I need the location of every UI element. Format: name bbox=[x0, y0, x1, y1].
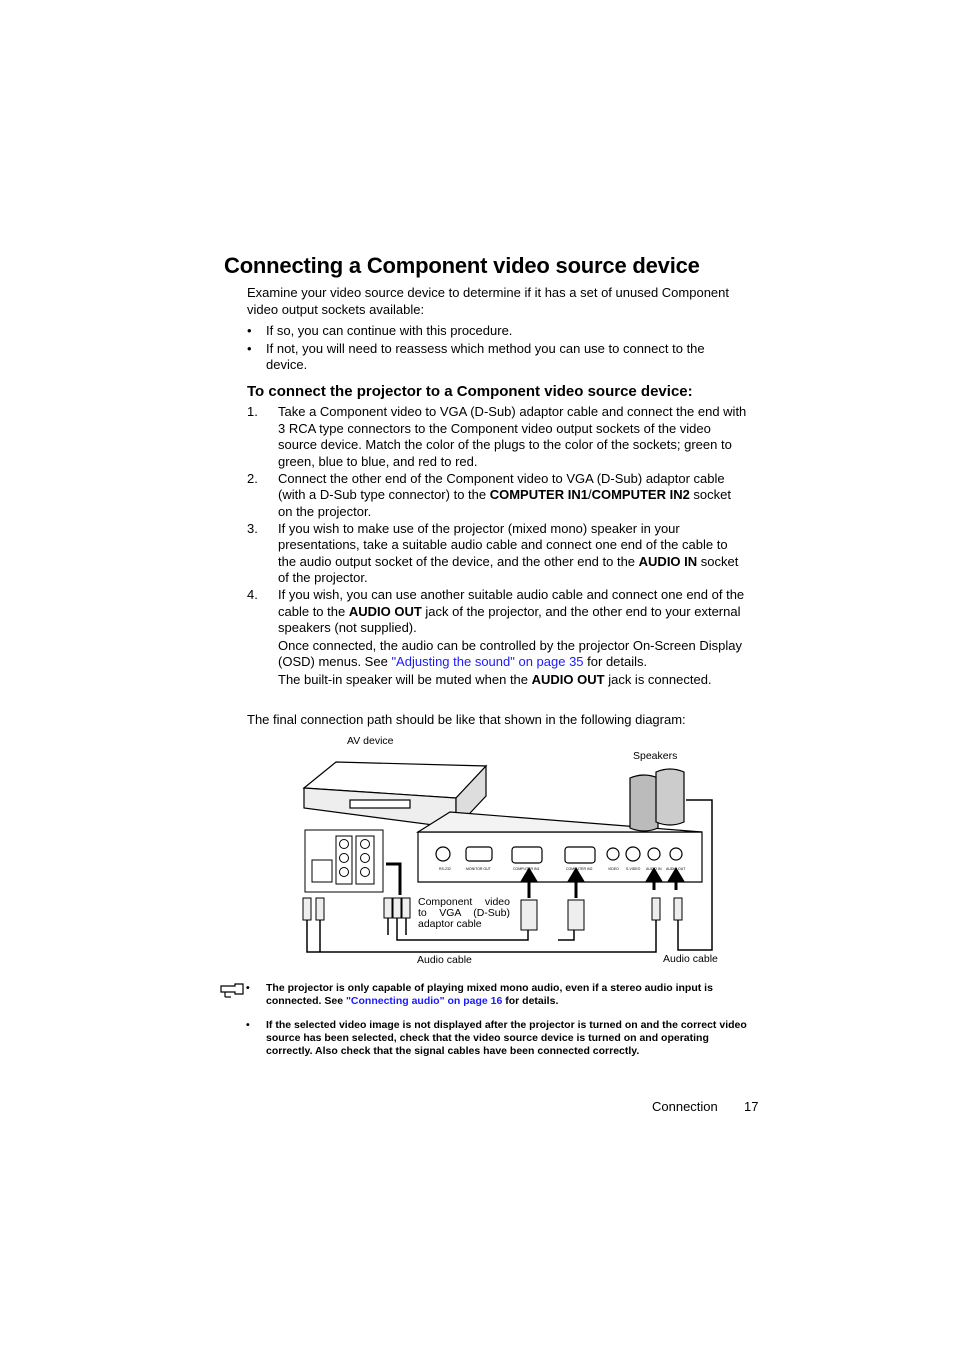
speakers-illustration bbox=[630, 769, 684, 831]
step-number: 3. bbox=[247, 520, 258, 536]
step-3 bbox=[247, 521, 747, 587]
diagram-illustration bbox=[300, 730, 720, 975]
bullet-item: • If not, you will need to reassess which method you can use to connect to the device. bbox=[247, 341, 747, 374]
adjusting-sound-link[interactable]: "Adjusting the sound" on page 35 bbox=[391, 654, 584, 669]
panel-label: MONITOR OUT bbox=[466, 867, 491, 871]
step-4 bbox=[247, 587, 747, 688]
audio-cable-label-right: Audio cable bbox=[663, 953, 718, 965]
socket-name: AUDIO OUT bbox=[531, 671, 605, 687]
panel-label: RS-232 bbox=[439, 867, 451, 871]
final-path-text: The final connection path should be like that shown in the following diagram: bbox=[247, 712, 686, 727]
connection-diagram bbox=[300, 730, 720, 975]
step-number: 4. bbox=[247, 587, 258, 602]
step-text: Once connected, the audio can be controlled by the projector On-Screen Display (OSD) menus. See bbox=[278, 637, 742, 669]
step-text: socket of the projector. bbox=[278, 553, 739, 585]
panel-label: VIDEO bbox=[608, 867, 619, 871]
panel-label: COMPUTER IN2 bbox=[566, 867, 593, 871]
socket-name: COMPUTER IN2 bbox=[591, 487, 690, 502]
availability-bullets bbox=[247, 323, 747, 375]
step-text: for details. bbox=[583, 654, 648, 669]
note-text: The projector is only capable of playing mixed mono audio, even if a stereo audio input is connected. See bbox=[266, 982, 713, 1007]
step-text: The built-in speaker will be muted when the bbox=[278, 671, 532, 687]
bullet-item: • If so, you can continue with this procedure. bbox=[247, 323, 747, 340]
panel-label: AUDIO OUT bbox=[666, 867, 686, 871]
component-cable-label: Component video to VGA (D-Sub) adaptor cable bbox=[418, 896, 510, 930]
step-text: Connect the other end of the Component video to VGA (D-Sub) adaptor cable (with a D-Sub type connector) to the bbox=[278, 470, 725, 502]
step-4-osd-note bbox=[278, 638, 747, 671]
page-title: Connecting a Component video source device bbox=[224, 253, 700, 278]
panel-label: AUDIO IN bbox=[646, 867, 662, 871]
note-item bbox=[266, 982, 748, 1008]
socket-name: COMPUTER IN1 bbox=[489, 487, 588, 502]
note-item: • If the selected video image is not displayed after the projector is turned on and the correct video source has been selected, check that the video source device is turned on and operating correctly. Also check that the signal cables have been connected correctly. bbox=[266, 1019, 748, 1058]
note-text: for details. bbox=[502, 995, 559, 1007]
speakers-label: Speakers bbox=[633, 750, 678, 762]
procedure-steps bbox=[247, 404, 747, 689]
step-1 bbox=[247, 404, 747, 470]
panel-label: S-VIDEO bbox=[626, 867, 641, 871]
step-text: Take a Component video to VGA (D-Sub) adaptor cable and connect the end with 3 RCA type connectors to the Component video output sockets of the video source device. Match the color of the plugs to the color of the sockets; green to green, blue to blue, and red to red. bbox=[278, 404, 747, 469]
separator: / bbox=[587, 487, 592, 502]
step-2 bbox=[247, 471, 747, 521]
step-number: 1. bbox=[247, 404, 258, 419]
panel-label: COMPUTER IN1 bbox=[513, 867, 540, 871]
step-text: jack is connected. bbox=[604, 671, 712, 687]
step-number: 2. bbox=[247, 470, 258, 486]
step-text: socket on the projector. bbox=[278, 487, 731, 519]
socket-name: AUDIO OUT bbox=[348, 603, 422, 619]
note-icon bbox=[219, 981, 245, 1004]
notes-section bbox=[266, 982, 748, 1069]
footer-section-name: Connection bbox=[652, 1099, 718, 1114]
step-text: jack of the projector, and the other end to your external speakers (not supplied). bbox=[278, 603, 741, 635]
page-number: 17 bbox=[744, 1099, 759, 1114]
procedure-heading: To connect the projector to a Component video source device: bbox=[247, 383, 693, 400]
step-text: If you wish, you can use another suitable audio cable and connect one end of the cable to the bbox=[278, 587, 745, 619]
audio-cable-label-left: Audio cable bbox=[417, 954, 472, 966]
socket-name: AUDIO IN bbox=[638, 553, 698, 569]
step-4-mute-note bbox=[278, 672, 747, 689]
intro-paragraph: Examine your video source device to determine if it has a set of unused Component video output sockets available: bbox=[247, 285, 729, 317]
av-device-label: AV device bbox=[347, 735, 394, 747]
step-text: If you wish to make use of the projector (mixed mono) speaker in your presentations, take a suitable audio cable and connect one end of the cable to the audio output socket of the device, and the other end to the bbox=[278, 520, 728, 569]
av-output-panel bbox=[305, 830, 383, 892]
connecting-audio-link[interactable]: "Connecting audio" on page 16 bbox=[345, 995, 503, 1007]
av-output-arrow bbox=[386, 864, 400, 895]
